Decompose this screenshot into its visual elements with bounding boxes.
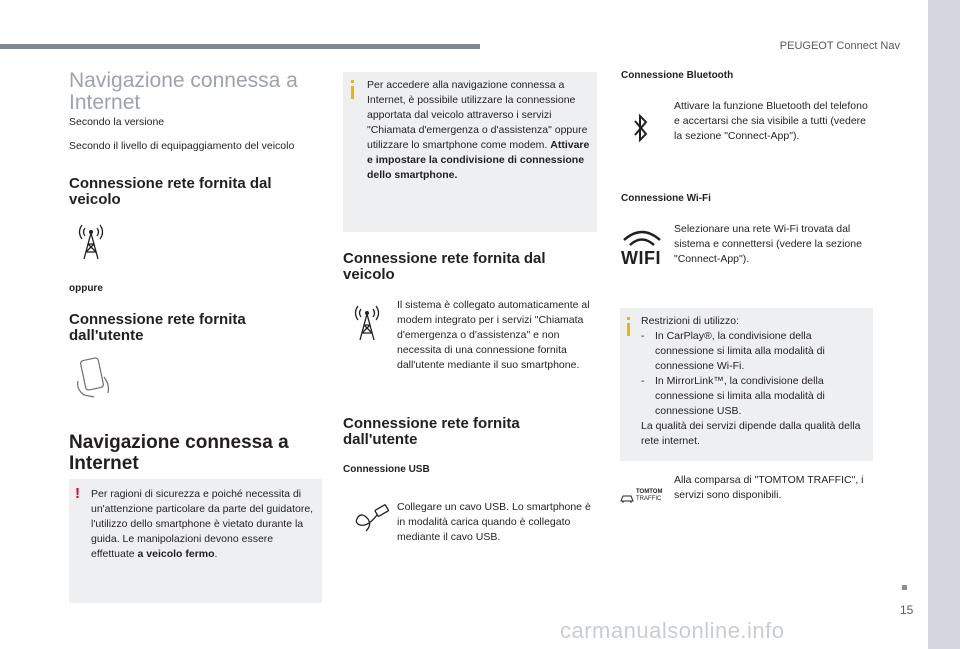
wifi-text: Selezionare una rete Wi-Fi trovata dal sistema e connettersi (vedere la sezione "Connect-App").: [674, 223, 862, 265]
restrictions-list: [641, 329, 871, 419]
info-icon-2: [627, 323, 630, 336]
usb-text: Collegare un cavo USB. Lo smartphone è in modalità carica quando è collegato mediante il cavo USB.: [397, 501, 591, 543]
heading-vehicle-connection: Connessione rete fornita dal veicolo: [69, 175, 272, 208]
usb-cable-icon: [352, 503, 392, 535]
wifi-label: Connessione Wi-Fi: [621, 193, 711, 204]
page-edge-bar: [928, 0, 960, 649]
antenna-icon-2: [352, 303, 382, 343]
tomtom-icon-line2: TRAFFIC: [636, 496, 662, 502]
watermark: carmanualsonline.info: [560, 618, 785, 643]
restrictions-title: Restrizioni di utilizzo:: [641, 315, 740, 327]
page-title: Navigazione connessa a Internet: [69, 69, 298, 114]
usb-label: Connessione USB: [343, 464, 430, 475]
version-note: Secondo la versione: [69, 116, 165, 128]
heading-vehicle-connection-2: Connessione rete fornita dal veicolo: [343, 250, 546, 283]
warning-box: [69, 479, 322, 603]
tomtom-car-icon: [620, 491, 634, 505]
equipment-note: Secondo il livello di equipaggiamento del veicolo: [69, 140, 295, 152]
restrictions-content: [641, 314, 871, 449]
smartphone-hand-icon: [74, 355, 118, 399]
tomtom-traffic-icon: [620, 487, 668, 509]
restriction-item: - In CarPlay®, la condivisione della connessione si limita alla modalità di connessione Wi-Fi.: [641, 329, 871, 374]
bluetooth-label: Connessione Bluetooth: [621, 70, 734, 81]
heading-user-connection-2: Connessione rete fornita dall'utente: [343, 415, 520, 448]
restrictions-footer: La qualità dei servizi dipende dalla qualità della rete internet.: [641, 420, 861, 447]
tomtom-text: Alla comparsa di "TOMTOM TRAFFIC", i servizi sono disponibili.: [674, 474, 864, 501]
info-text: Per accedere alla navigazione connessa a Internet, è possibile utilizzare la connessione apportata dal veicolo attraverso i servizi "Chiamata d'emergenza o d'assistenza" oppure utilizzare lo smartphone come modem. Attivare e impostare la condivisione di connessione dello smartphone.: [367, 79, 590, 181]
info-icon: [351, 86, 354, 99]
page-number: 15: [900, 603, 914, 617]
wifi-icon-text: WIFI: [621, 248, 661, 268]
vehicle-connection-text: Il sistema è collegato automaticamente al modem integrato per i servizi "Chiamata d'emergenza o d'assistenza" e non necessita di una connessione fornita dall'utente mediante il suo smartphone.: [397, 299, 590, 371]
bluetooth-text: Attivare la funzione Bluetooth del telefono e accertarsi che sia visibile a tutti (vedere la sezione "Connect-App").: [674, 100, 868, 142]
wifi-icon: [620, 228, 664, 270]
bluetooth-icon: [633, 113, 649, 143]
restriction-item: - In MirrorLink™, la condivisione della connessione si limita alla modalità di connessione USB.: [641, 374, 871, 419]
antenna-icon: [76, 222, 106, 262]
brand-header: PEUGEOT Connect Nav: [779, 40, 900, 52]
heading-user-connection: Connessione rete fornita dall'utente: [69, 311, 246, 344]
tomtom-icon-line1: TOMTOM: [636, 489, 663, 495]
continue-marker: [902, 585, 907, 590]
warning-text: Per ragioni di sicurezza e poiché necessita di un'attenzione particolare da parte del guidatore, l'utilizzo dello smartphone è vietato durante la guida. Le manipolazioni devono essere effettuate a veicolo fermo.: [91, 488, 314, 560]
top-rule: [0, 44, 480, 49]
info-box-restrictions: [620, 308, 873, 461]
heading-connected-navigation: Navigazione connessa a Internet: [69, 432, 289, 474]
oppure-label: oppure: [69, 283, 103, 294]
warning-icon: !: [75, 485, 80, 502]
wifi-arcs-icon: [620, 228, 664, 250]
info-box-access: [343, 72, 597, 232]
